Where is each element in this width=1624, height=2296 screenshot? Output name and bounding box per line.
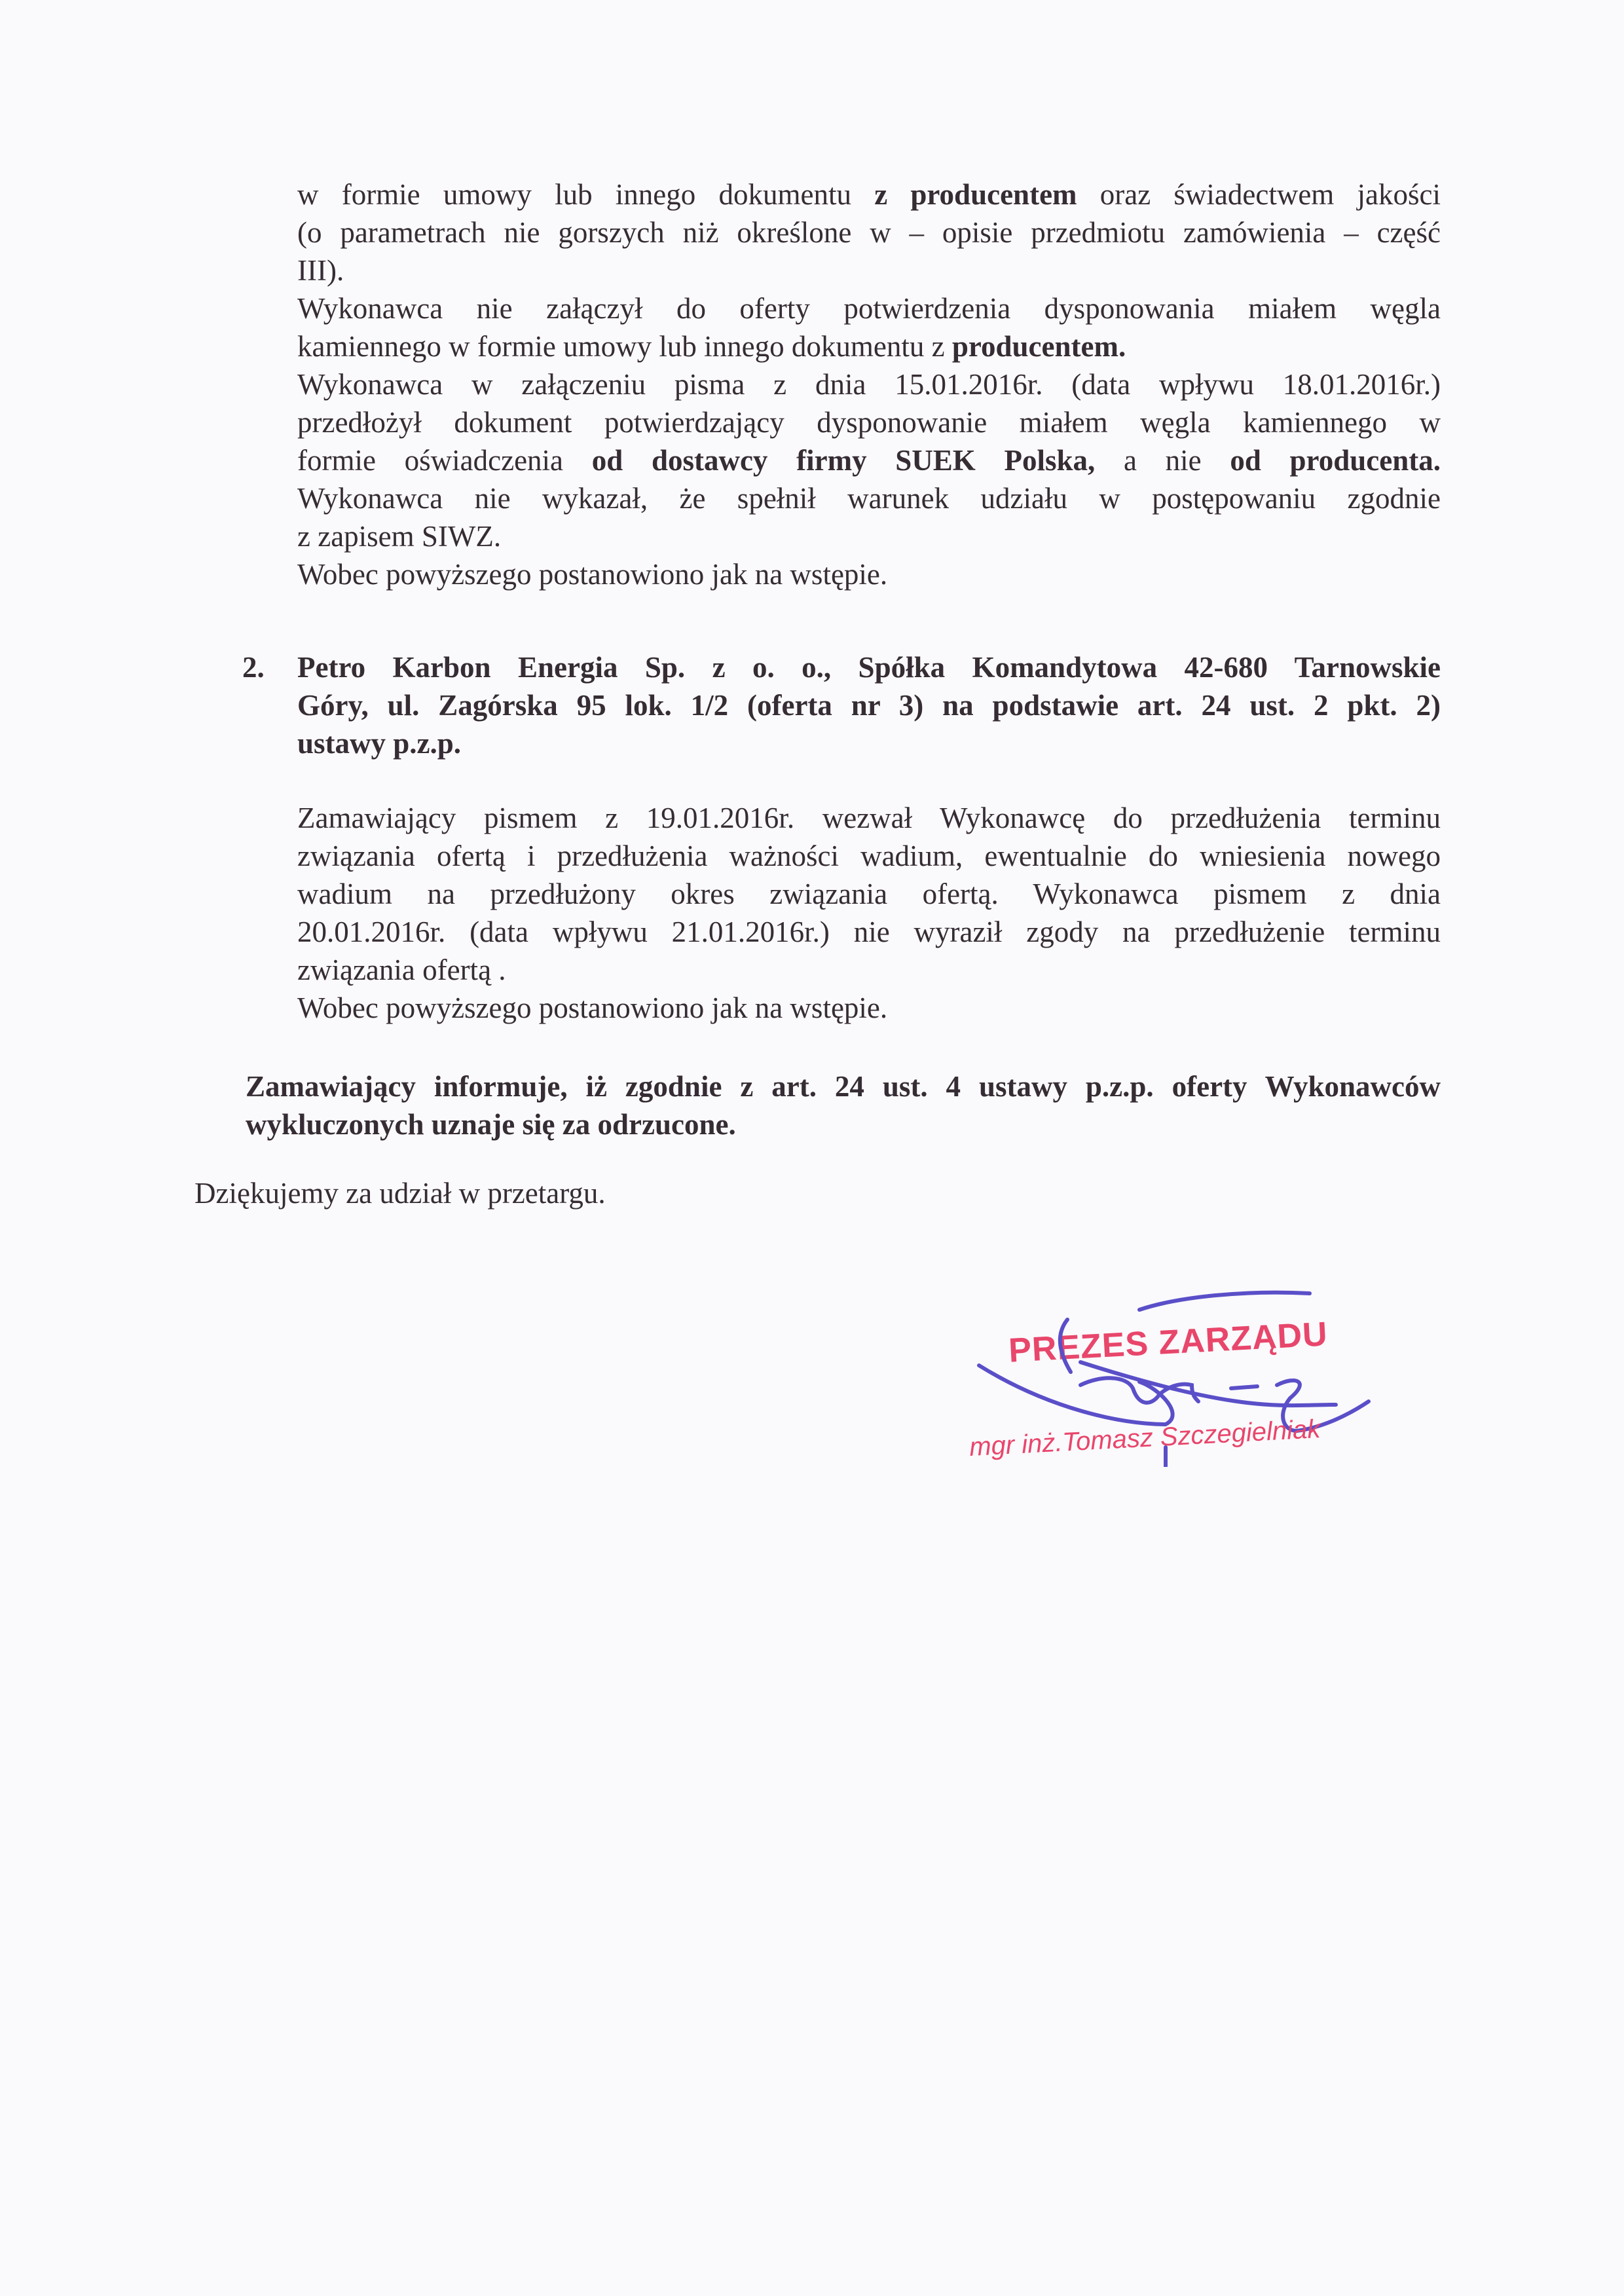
bold-text-segment: wykluczonych uznaje się za odrzucone.: [246, 1108, 736, 1141]
text-line: [297, 251, 1441, 289]
text-line: [297, 479, 1441, 517]
stamp-title: PREZES ZARZĄDU: [1007, 1315, 1329, 1370]
text-line: [297, 365, 1441, 403]
text-line: [297, 555, 1441, 593]
text-line: [297, 517, 1441, 555]
text-line: [297, 213, 1441, 251]
item-2-heading: [297, 648, 1441, 762]
text-line: [246, 1067, 1441, 1105]
bold-text-segment: Petro Karbon Energia Sp. z o. o., Spółka Komandytowa 42-680 Tarnowskie: [297, 651, 1441, 684]
text-segment: związania ofertą .: [297, 954, 506, 986]
text-segment: 20.01.2016r. (data wpływu 21.01.2016r.) nie wyraził zgody na przedłużenie terminu: [297, 916, 1441, 948]
bold-text-segment: Góry, ul. Zagórska 95 lok. 1/2 (oferta nr 3) na podstawie art. 24 ust. 2 pkt. 2): [297, 689, 1441, 722]
text-segment: Zamawiający pismem z 19.01.2016r. wezwał Wykonawcę do przedłużenia terminu: [297, 802, 1441, 834]
text-line: [297, 875, 1441, 913]
text-segment: kamiennego w formie umowy lub innego dokumentu z: [297, 330, 952, 363]
text-line: [246, 1105, 1441, 1143]
signature-stamp: [969, 1284, 1375, 1467]
text-line: [297, 327, 1441, 365]
text-line: [297, 441, 1441, 479]
bold-text-segment: od producenta.: [1230, 444, 1441, 477]
text-segment: związania ofertą i przedłużenia ważności wadium, ewentualnie do wniesienia nowego: [297, 840, 1441, 872]
text-segment: w formie umowy lub innego dokumentu: [297, 178, 875, 211]
text-segment: Wykonawca nie wykazał, że spełnił warunek udziału w postępowaniu zgodnie: [297, 482, 1441, 515]
text-line: [297, 289, 1441, 327]
section-2-paragraph: [297, 799, 1441, 1027]
item-number: 2.: [242, 651, 265, 684]
text-segment: III).: [297, 254, 344, 287]
text-line: [297, 648, 1441, 686]
text-line: [297, 951, 1441, 989]
text-line: [297, 724, 1441, 762]
bold-text-segment: ustawy p.z.p.: [297, 727, 462, 760]
text-line: [297, 686, 1441, 724]
stamp-name: mgr inż.Tomasz Szczegielniak: [969, 1414, 1321, 1462]
text-segment: oraz świadectwem jakości: [1077, 178, 1441, 211]
text-line: [297, 176, 1441, 213]
text-segment: formie oświadczenia: [297, 444, 592, 477]
text-segment: Dziękujemy za udział w przetargu.: [194, 1177, 606, 1210]
text-segment: Wobec powyższego postanowiono jak na wstępie.: [297, 991, 888, 1024]
text-line: [297, 403, 1441, 441]
text-segment: przedłożył dokument potwierdzający dysponowanie miałem węgla kamiennego w: [297, 406, 1441, 439]
text-segment: a nie: [1095, 444, 1230, 477]
text-segment: Wykonawca nie załączył do oferty potwierdzenia dysponowania miałem węgla: [297, 292, 1441, 325]
text-line: [297, 799, 1441, 837]
text-segment: Wobec powyższego postanowiono jak na wstępie.: [297, 558, 888, 591]
bold-text-segment: z producentem: [874, 178, 1077, 211]
text-line: [194, 1174, 1111, 1212]
bold-text-segment: od dostawcy firmy SUEK Polska,: [591, 444, 1096, 477]
bold-text-segment: Zamawiający informuje, iż zgodnie z art. 24 ust. 4 ustawy p.z.p. oferty Wykonawców: [246, 1070, 1441, 1103]
text-segment: wadium na przedłużony okres związania ofertą. Wykonawca pismem z dnia: [297, 878, 1441, 910]
text-segment: z zapisem SIWZ.: [297, 520, 502, 553]
text-line: [297, 913, 1441, 951]
rejection-notice: [246, 1067, 1441, 1143]
thanks-line: [194, 1174, 1111, 1212]
bold-text-segment: producentem.: [951, 330, 1126, 363]
text-line: [297, 837, 1441, 875]
text-segment: Wykonawca w załączeniu pisma z dnia 15.01.2016r. (data wpływu 18.01.2016r.): [297, 368, 1441, 401]
text-line: [297, 989, 1441, 1027]
section-1-paragraph: [297, 176, 1441, 593]
text-segment: (o parametrach nie gorszych niż określone w – opisie przedmiotu zamówienia – część: [297, 216, 1441, 249]
